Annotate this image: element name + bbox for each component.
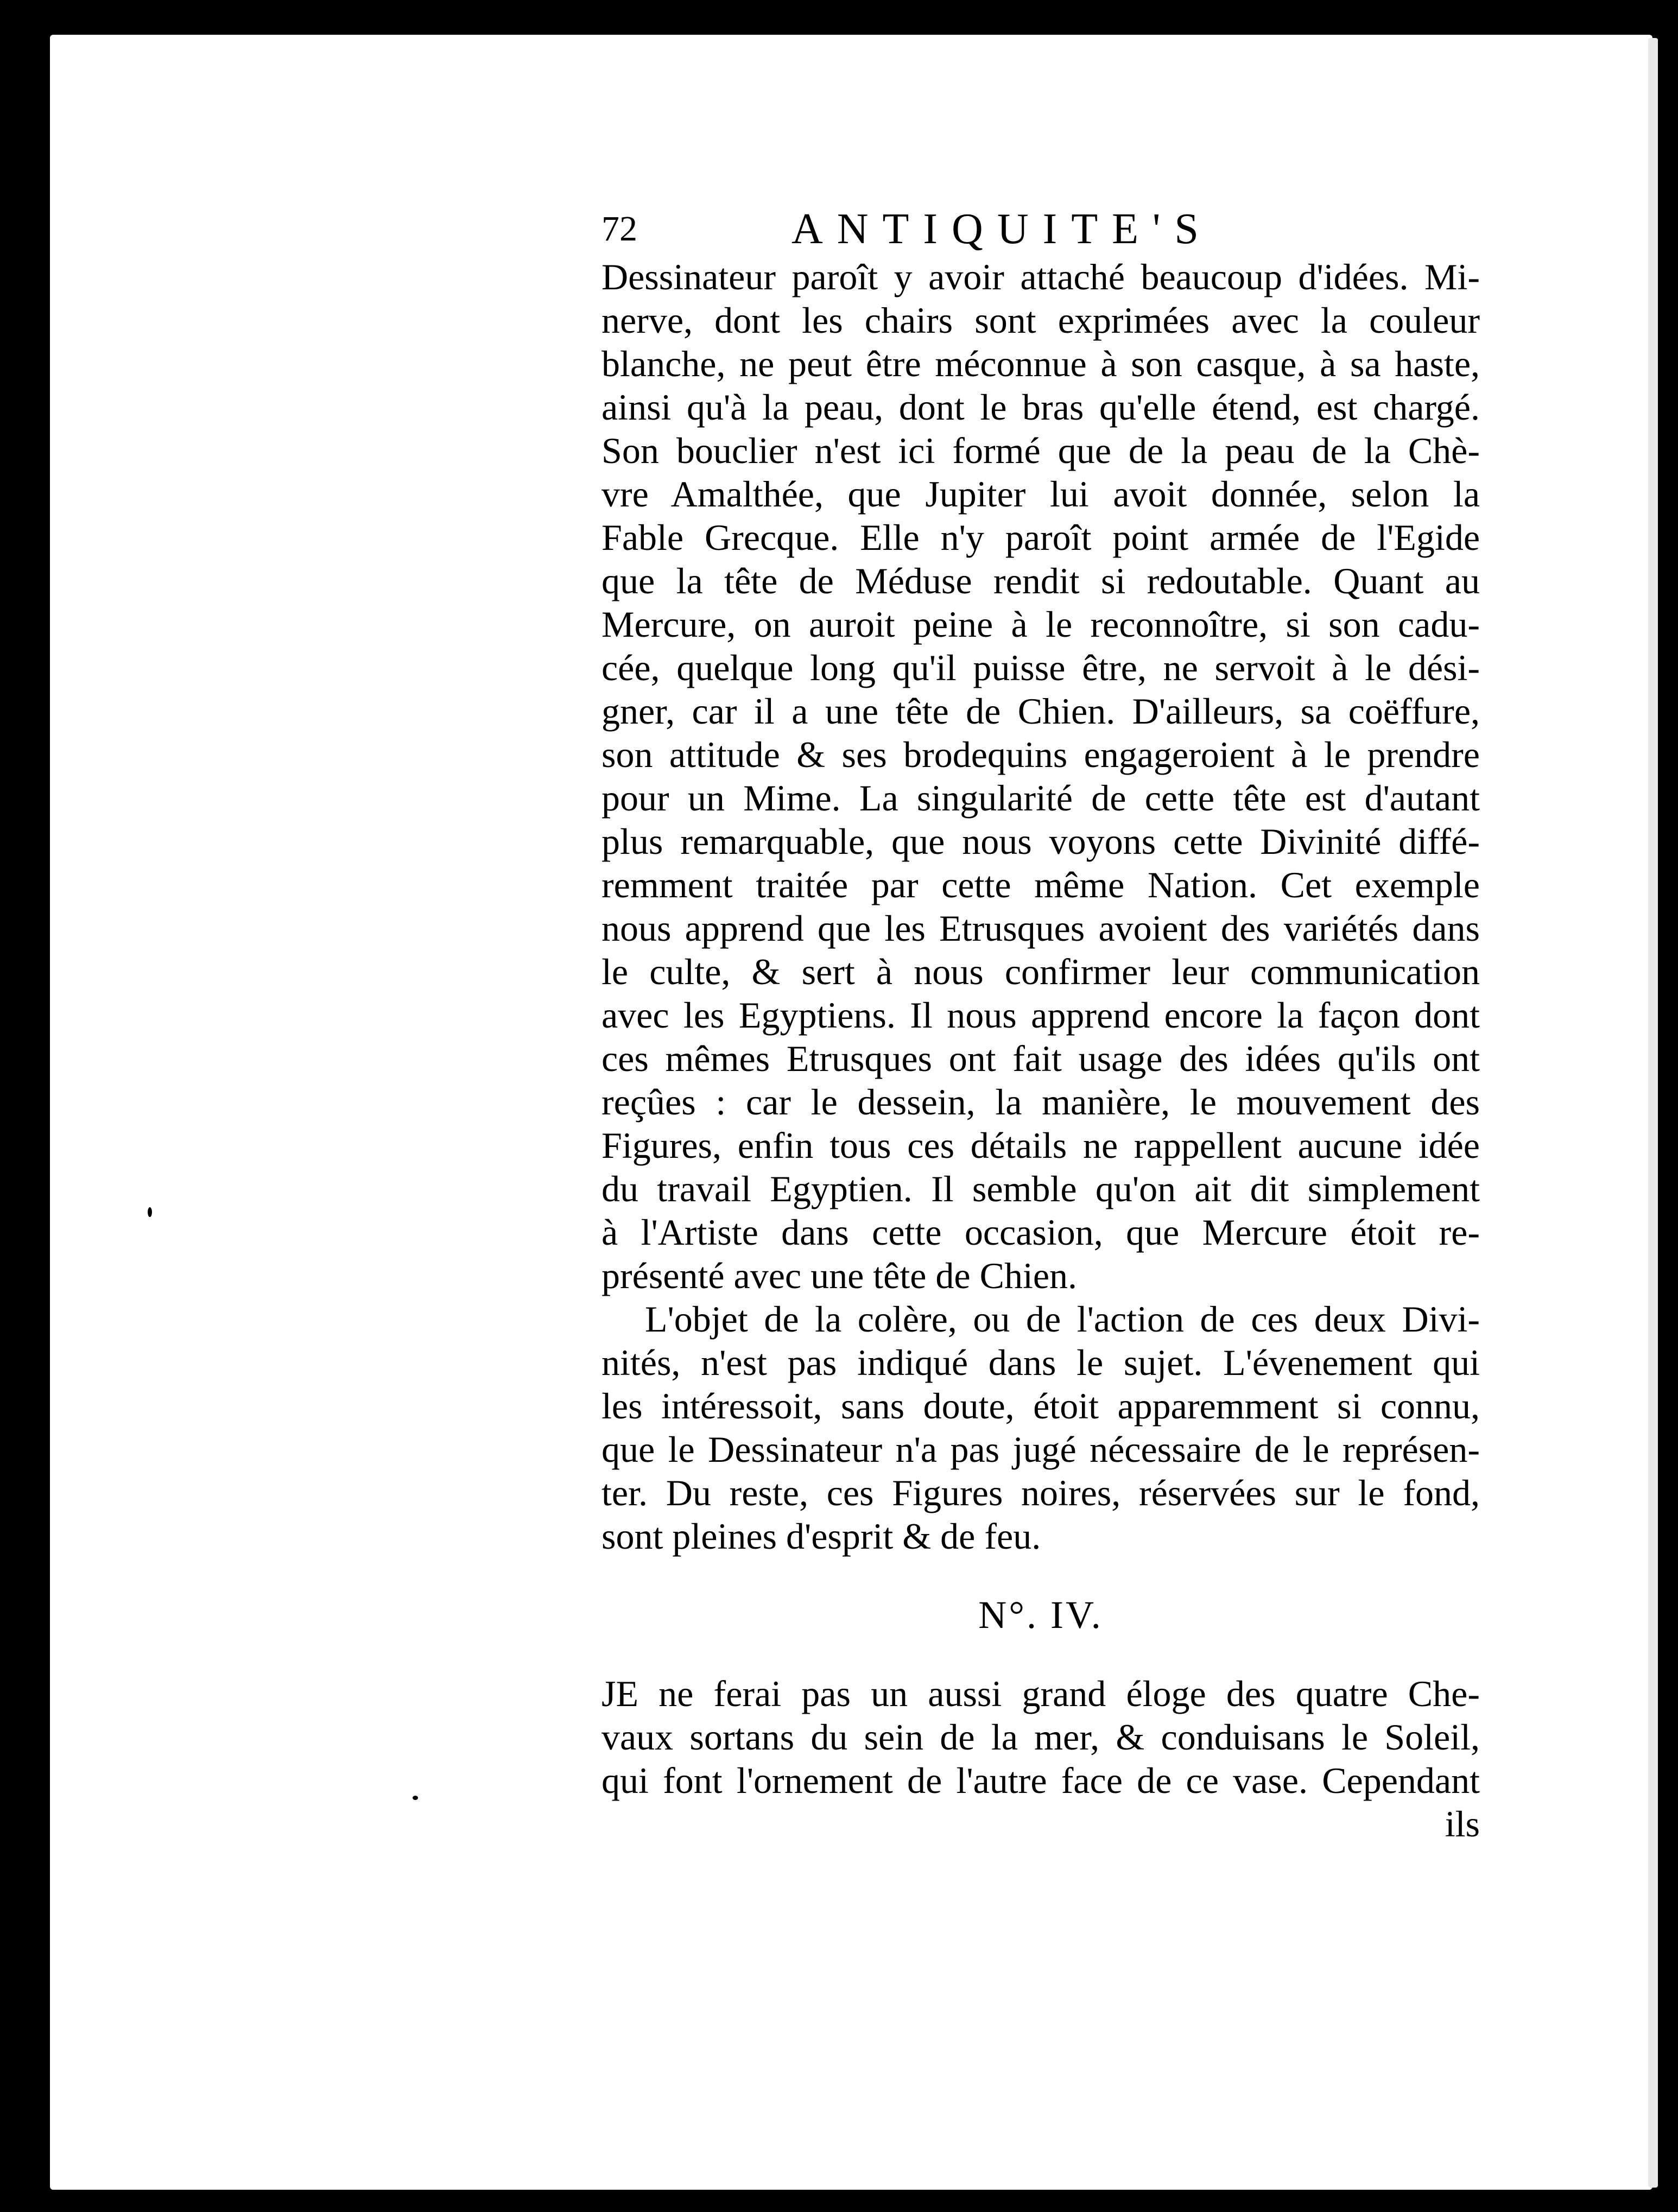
text-line: Figures, enfin tous ces détails ne rappellent aucune idée [601, 1125, 1480, 1166]
text-line: qui font l'ornement de l'autre face de ce vase. Cependant [601, 1760, 1480, 1801]
text-line: nerve, dont les chairs sont exprimées avec la couleur [601, 300, 1480, 341]
text-line: Dessinateur paroît y avoir attaché beaucoup d'idées. Mi- [601, 256, 1480, 297]
text-line: pour un Mime. La singularité de cette tête est d'autant [601, 777, 1480, 819]
running-head [601, 202, 1480, 256]
scan-speck [413, 1796, 418, 1800]
text-line: que la tête de Méduse rendit si redoutable. Quant au [601, 560, 1480, 601]
section-gap [601, 1639, 1480, 1672]
text-line: ter. Du reste, ces Figures noires, réservées sur le fond, [601, 1472, 1480, 1513]
text-line: que le Dessinateur n'a pas jugé nécessaire de le représen- [601, 1429, 1480, 1470]
section-heading: N°. IV. [978, 1593, 1103, 1637]
text-line: ces mêmes Etrusques ont fait usage des idées qu'ils ont [601, 1038, 1480, 1079]
running-title: ANTIQUITE'S [791, 205, 1213, 253]
text-line: reçûes : car le dessein, la manière, le mouvement des [601, 1081, 1480, 1123]
text-line: du travail Egyptien. Il semble qu'on ait dit simplement [601, 1168, 1480, 1209]
text-line: blanche, ne peut être méconnue à son casque, à sa haste, [601, 343, 1480, 384]
text-line: vaux sortans du sein de la mer, & conduisans le Soleil, [601, 1716, 1480, 1758]
catchword: ils [1445, 1803, 1480, 1845]
page-edge-shadow [1648, 38, 1658, 2188]
text-line: plus remarquable, que nous voyons cette Divinité diffé- [601, 821, 1480, 862]
text-line: Mercure, on auroit peine à le reconnoître, si son cadu- [601, 604, 1480, 645]
scan-speck [148, 1207, 152, 1217]
text-line: présenté avec une tête de Chien. [601, 1255, 1078, 1296]
paragraph-3 [601, 1672, 1480, 1846]
paragraph-2 [601, 1297, 1480, 1558]
text-line: le culte, & sert à nous confirmer leur communication [601, 951, 1480, 992]
text-line: les intéressoit, sans doute, étoit apparemment si connu, [601, 1385, 1480, 1427]
text-line: vre Amalthée, que Jupiter lui avoit donnée, selon la [601, 473, 1480, 515]
text-line: Son bouclier n'est ici formé que de la peau de la Chè- [601, 430, 1480, 471]
text-line: son attitude & ses brodequins engageroient à le prendre [601, 734, 1480, 775]
text-block [601, 255, 1480, 1846]
text-line: gner, car il a une tête de Chien. D'ailleurs, sa coëffure, [601, 690, 1480, 732]
text-line: remment traitée par cette même Nation. Cet exemple [601, 864, 1480, 905]
section-gap [601, 1558, 1480, 1590]
text-line: JE ne ferai pas un aussi grand éloge des quatre Che- [601, 1673, 1480, 1714]
text-line: L'objet de la colère, ou de l'action de ces deux Divi- [645, 1298, 1480, 1340]
text-line: nités, n'est pas indiqué dans le sujet. L'évenement qui [601, 1342, 1480, 1383]
text-line: sont pleines d'esprit & de feu. [601, 1516, 1041, 1557]
text-line: avec les Egyptiens. Il nous apprend encore la façon dont [601, 994, 1480, 1036]
paragraph-1 [601, 255, 1480, 1297]
text-line: nous apprend que les Etrusques avoient des variétés dans [601, 908, 1480, 949]
page-number: 72 [601, 209, 637, 249]
text-line: à l'Artiste dans cette occasion, que Mercure étoit re- [601, 1212, 1480, 1253]
text-line: cée, quelque long qu'il puisse être, ne servoit à le dési- [601, 647, 1480, 688]
text-line: Fable Grecque. Elle n'y paroît point armée de l'Egide [601, 517, 1480, 558]
text-line: ainsi qu'à la peau, dont le bras qu'elle étend, est chargé. [601, 386, 1480, 428]
